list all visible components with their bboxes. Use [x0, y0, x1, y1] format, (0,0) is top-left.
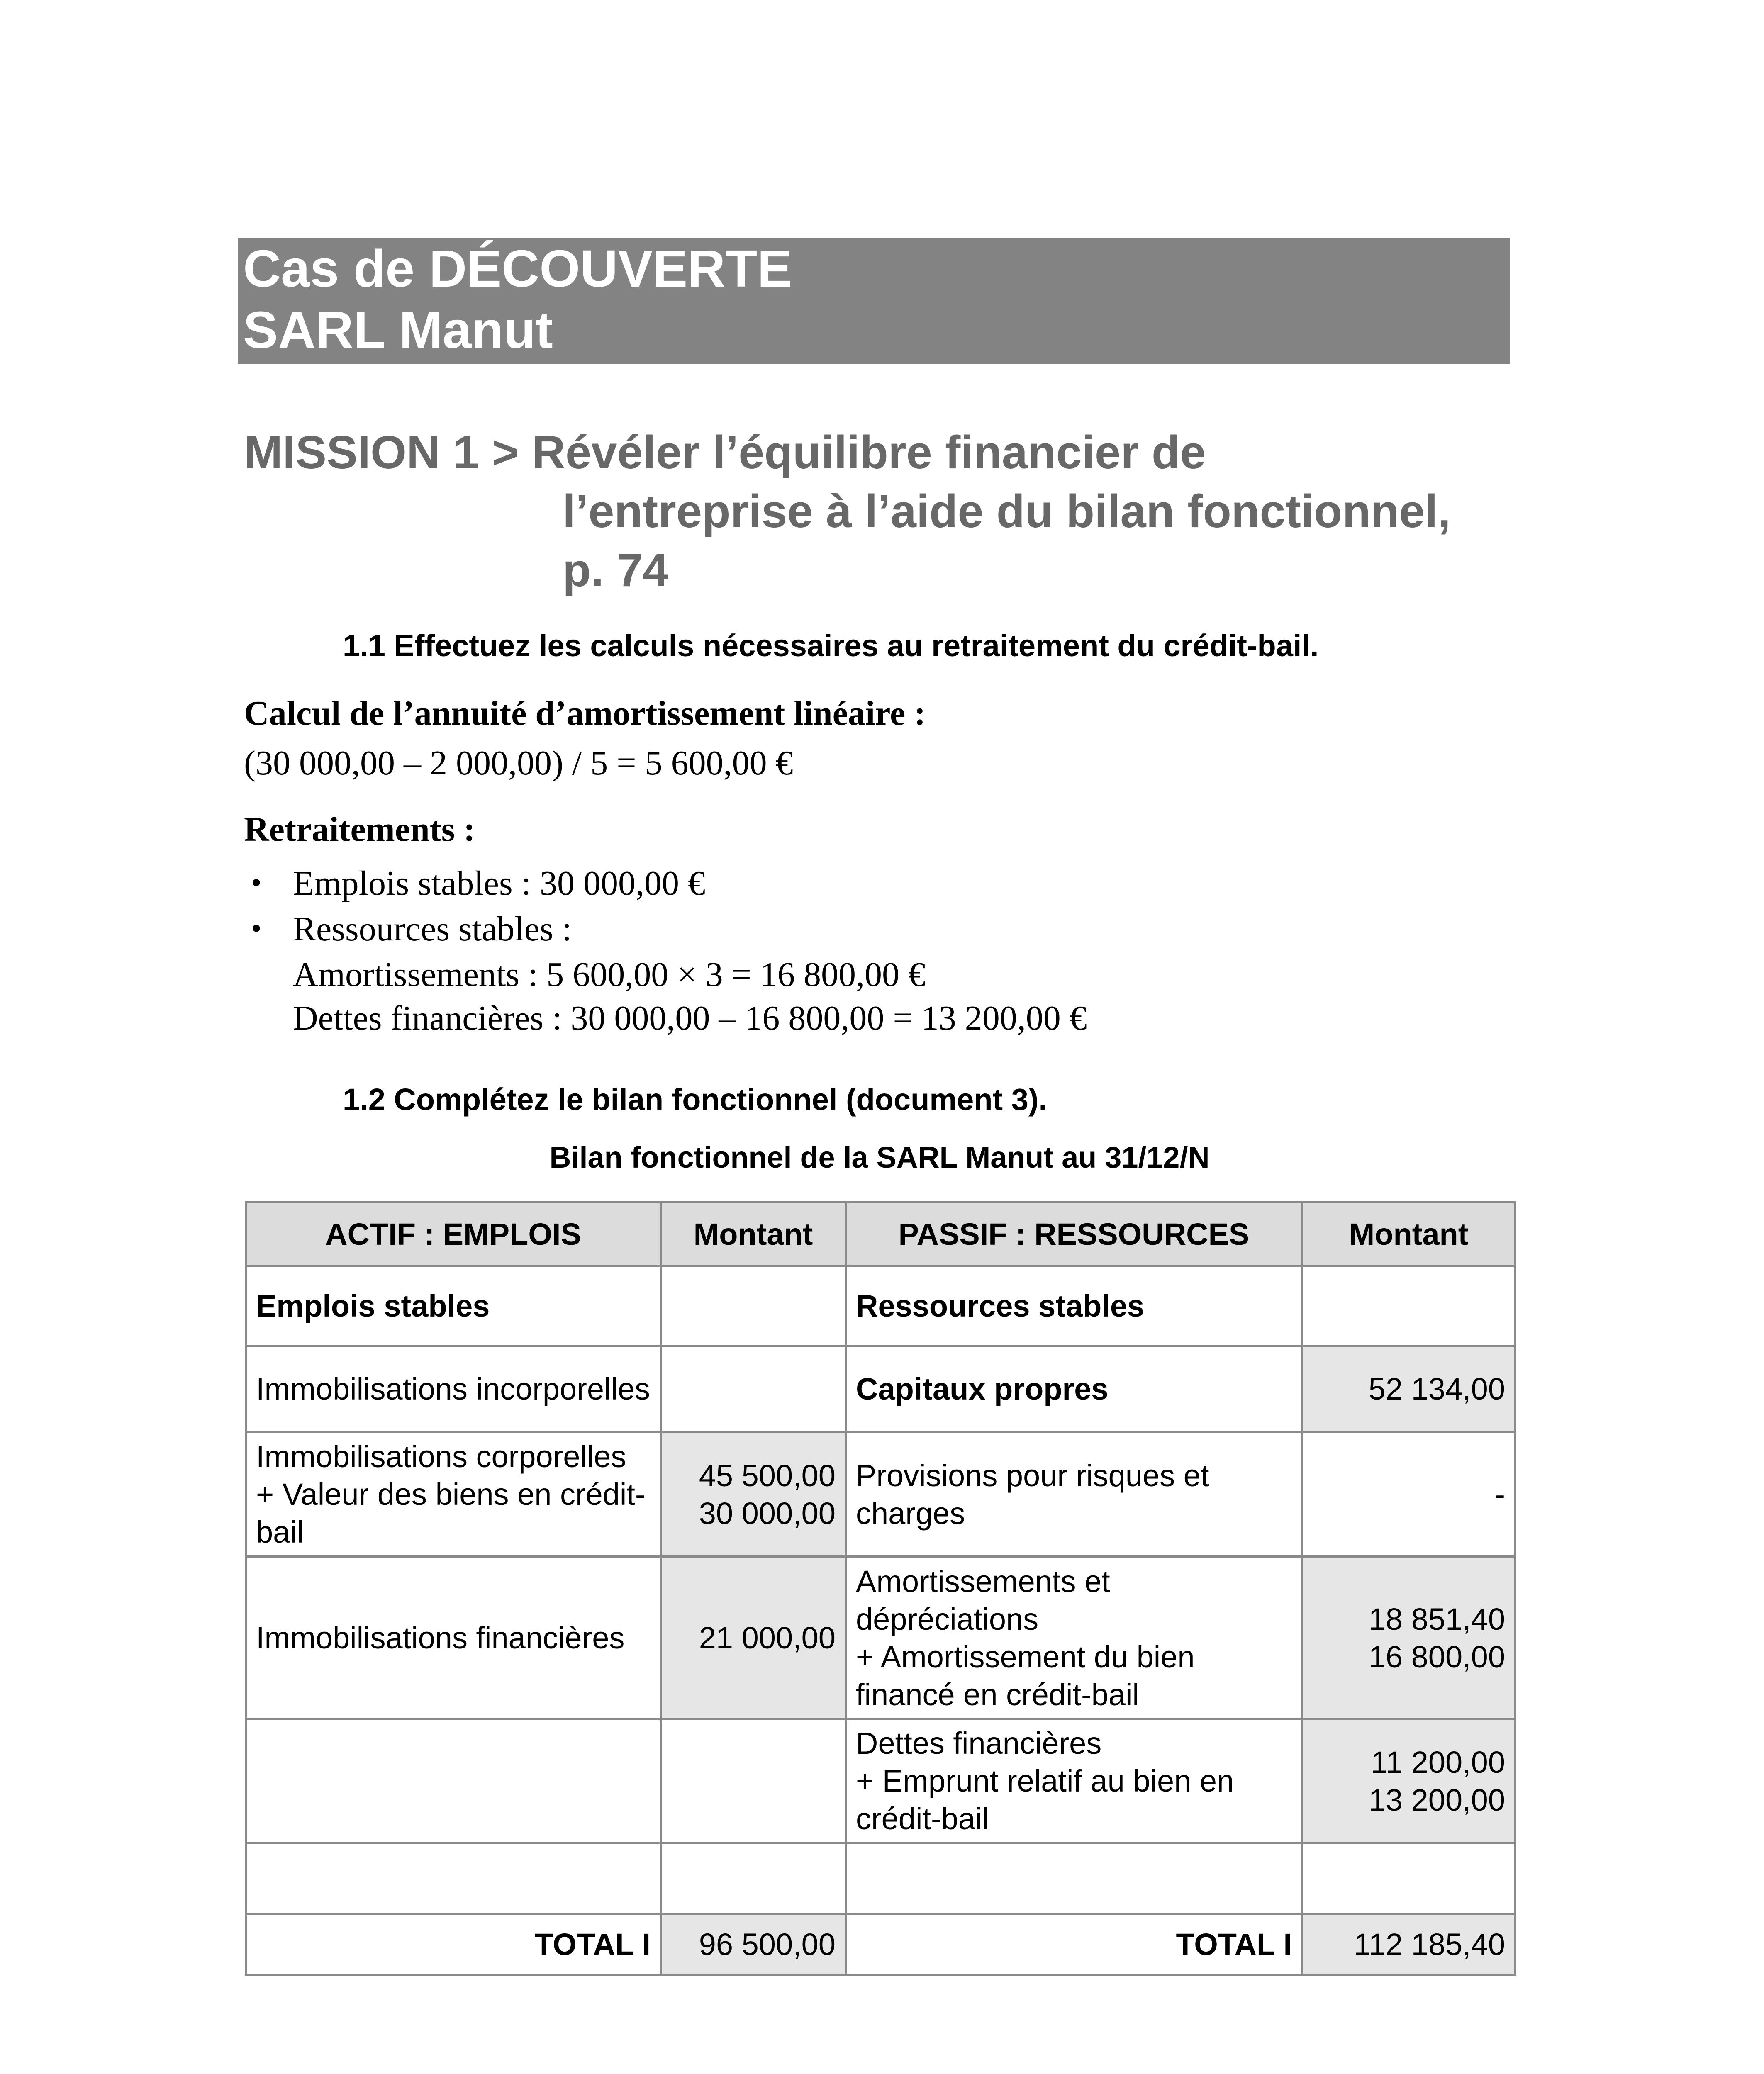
mission-line-1: MISSION 1 > Révéler l’équilibre financier de	[244, 426, 1206, 478]
table-total-row	[246, 1914, 1515, 1975]
cell-line: 13 200,00	[1368, 1782, 1505, 1817]
table-row	[246, 1719, 1515, 1843]
table-cell: Emplois stables	[246, 1266, 661, 1346]
table-cell	[246, 1843, 661, 1914]
cell-line: + Amortissement du bien financé en crédit-bail	[856, 1639, 1195, 1712]
total-label-actif: TOTAL I	[246, 1914, 661, 1975]
col-header-actif: ACTIF : EMPLOIS	[246, 1203, 661, 1266]
table-row	[246, 1843, 1515, 1914]
cell-line: 45 500,00	[699, 1458, 836, 1493]
table-cell: -	[1302, 1432, 1515, 1557]
cell-line: 11 200,00	[1371, 1745, 1505, 1779]
table-cell: 21 000,00	[661, 1557, 846, 1719]
col-header-montant-actif: Montant	[661, 1203, 846, 1266]
cell-line: 16 800,00	[1368, 1639, 1505, 1674]
calc-formula: (30 000,00 – 2 000,00) / 5 = 5 600,00 €	[244, 744, 793, 782]
table-cell: 52 134,00	[1302, 1346, 1515, 1432]
total-value-passif: 112 185,40	[1302, 1914, 1515, 1975]
table-cell	[846, 1719, 1302, 1843]
cell-line: 30 000,00	[699, 1496, 836, 1531]
case-title: Cas de DÉCOUVERTE	[243, 239, 792, 298]
table-row	[246, 1557, 1515, 1719]
table-cell	[1302, 1266, 1515, 1346]
cell-line: + Emprunt relatif au bien en crédit-bail	[856, 1764, 1234, 1836]
table-row	[246, 1432, 1515, 1557]
bullet-icon: •	[249, 869, 264, 898]
col-header-montant-passif: Montant	[1302, 1203, 1515, 1266]
table-cell	[246, 1432, 661, 1557]
cell-line: Immobilisations corporelles	[256, 1439, 626, 1474]
total-label-passif: TOTAL I	[846, 1914, 1302, 1975]
mission-heading	[244, 423, 1530, 600]
table-cell	[1302, 1557, 1515, 1719]
table-cell: Immobilisations incorporelles	[246, 1346, 661, 1432]
cell-line: + Valeur des biens en crédit-bail	[256, 1477, 646, 1549]
col-header-passif: PASSIF : RESSOURCES	[846, 1203, 1302, 1266]
case-company: SARL Manut	[243, 301, 553, 359]
mission-line-2: l’entreprise à l’aide du bilan fonctionnel,	[563, 485, 1451, 537]
table-cell: Provisions pour risques et charges	[846, 1432, 1302, 1557]
bilan-table	[245, 1201, 1516, 1976]
question-1-2: 1.2 Complétez le bilan fonctionnel (document 3).	[343, 1082, 1048, 1117]
retraitements-heading: Retraitements :	[244, 810, 475, 849]
table-header-row	[246, 1203, 1515, 1266]
table-row	[246, 1346, 1515, 1432]
retraitement-amortissements: Amortissements : 5 600,00 × 3 = 16 800,00 €	[293, 955, 926, 994]
table-cell	[661, 1719, 846, 1843]
table-cell: Immobilisations financières	[246, 1557, 661, 1719]
bullet-icon: •	[249, 915, 264, 944]
table-cell	[661, 1432, 846, 1557]
table-cell	[846, 1557, 1302, 1719]
cell-line: Amortissements et dépréciations	[856, 1564, 1110, 1636]
retraitement-ressources: Ressources stables :	[293, 910, 572, 948]
retraitement-dettes: Dettes financières : 30 000,00 – 16 800,00 = 13 200,00 €	[293, 999, 1087, 1037]
question-1-1: 1.1 Effectuez les calculs nécessaires au retraitement du crédit-bail.	[343, 628, 1319, 663]
table-cell	[1302, 1719, 1515, 1843]
mission-line-3: p. 74	[563, 544, 669, 596]
table-cell	[661, 1843, 846, 1914]
table-cell	[246, 1719, 661, 1843]
table-cell	[846, 1843, 1302, 1914]
table-cell	[661, 1346, 846, 1432]
table-cell	[1302, 1843, 1515, 1914]
retraitement-emplois: Emplois stables : 30 000,00 €	[293, 864, 705, 903]
case-banner	[238, 238, 1510, 364]
table-cell: Capitaux propres	[846, 1346, 1302, 1432]
total-value-actif: 96 500,00	[661, 1914, 846, 1975]
table-cell: Ressources stables	[846, 1266, 1302, 1346]
table-caption: Bilan fonctionnel de la SARL Manut au 31/12/N	[549, 1141, 1210, 1174]
cell-line: Dettes financières	[856, 1726, 1102, 1760]
table-row	[246, 1266, 1515, 1346]
cell-line: 18 851,40	[1368, 1602, 1505, 1636]
calc-heading: Calcul de l’annuité d’amortissement linéaire :	[244, 694, 926, 733]
table-cell	[661, 1266, 846, 1346]
